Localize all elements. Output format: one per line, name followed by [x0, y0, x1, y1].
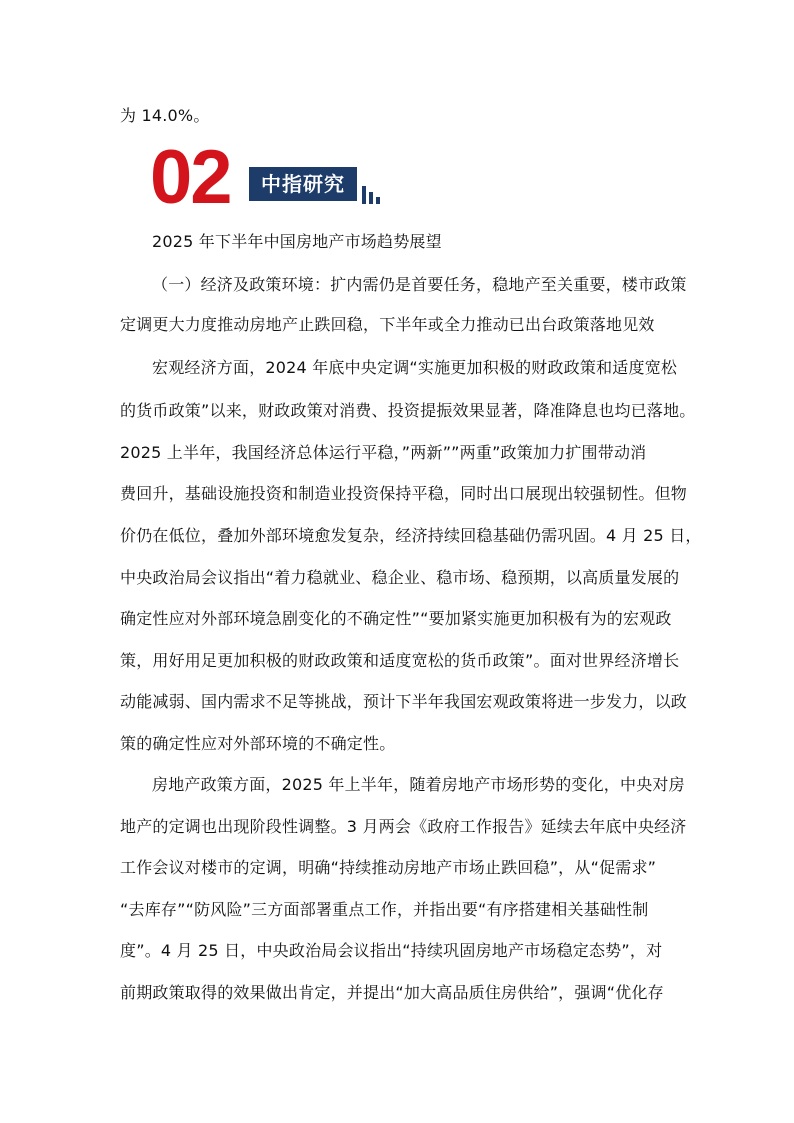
- section-header: [150, 135, 410, 220]
- paragraph-line: 房地产政策方面，2025 年上半年，随着房地产市场形势的变化，中央对房: [152, 775, 685, 794]
- section-heading: 2025 年下半年中国房地产市场趋势展望: [152, 232, 442, 251]
- section-number: 02: [150, 135, 231, 220]
- subheading-line: （一）经济及政策环境：扩内需仍是首要任务，稳地产至关重要，楼市政策: [152, 275, 687, 294]
- paragraph-line: 价仍在低位，叠加外部环境愈发复杂，经济持续回稳基础仍需巩固。4 月 25 日，: [120, 526, 702, 545]
- paragraph-line: 确定性应对外部环境急剧变化的不确定性”“要加紧实施更加积极有为的宏观政: [120, 609, 672, 628]
- text-line: 为 14.0%。: [120, 106, 210, 125]
- paragraph-line: 动能减弱、国内需求不足等挑战，预计下半年我国宏观政策将进一步发力，以政: [120, 692, 688, 711]
- paragraph-line: 度”。4 月 25 日，中央政治局会议指出“持续巩固房地产市场稳定态势”，对: [120, 941, 663, 960]
- paragraph-line: 前期政策取得的效果做出肯定，并提出“加大高品质住房供给”，强调“优化存: [120, 983, 664, 1002]
- paragraph-line: 工作会议对楼市的定调，明确“持续推动房地产市场止跌回稳”，从“促需求”: [120, 858, 657, 877]
- paragraph-line: 策的确定性应对外部环境的不确定性。: [120, 734, 396, 753]
- paragraph-line: 宏观经济方面，2024 年底中央定调“实施更加积极的财政政策和适度宽松: [152, 358, 678, 377]
- paragraph-line: 策，用好用足更加积极的财政政策和适度宽松的货币政策”。面对世界经济增长: [120, 651, 680, 670]
- bar-chart-icon: [362, 184, 384, 204]
- paragraph-line: 地产的定调也出现阶段性调整。3 月两会《政府工作报告》延续去年底中央经济: [120, 817, 687, 836]
- subheading-line: 定调更大力度推动房地产止跌回稳，下半年或全力推动已出台政策落地见效: [120, 315, 655, 334]
- brand-logo: 中指研究: [249, 167, 357, 201]
- paragraph-line: 中央政治局会议指出“着力稳就业、稳企业、稳市场、稳预期，以高质量发展的: [120, 568, 680, 587]
- paragraph-line: “去库存”“防风险”三方面部署重点工作，并指出要“有序搭建相关基础性制: [120, 900, 649, 919]
- paragraph-line: 2025 上半年，我国经济总体运行平稳，”两新””两重”政策加力扩围带动消: [120, 443, 647, 462]
- paragraph-line: 的货币政策”以来，财政政策对消费、投资提振效果显著，降准降息也均已落地。: [120, 401, 696, 420]
- paragraph-line: 费回升，基础设施投资和制造业投资保持平稳，同时出口展现出较强韧性。但物: [120, 484, 688, 503]
